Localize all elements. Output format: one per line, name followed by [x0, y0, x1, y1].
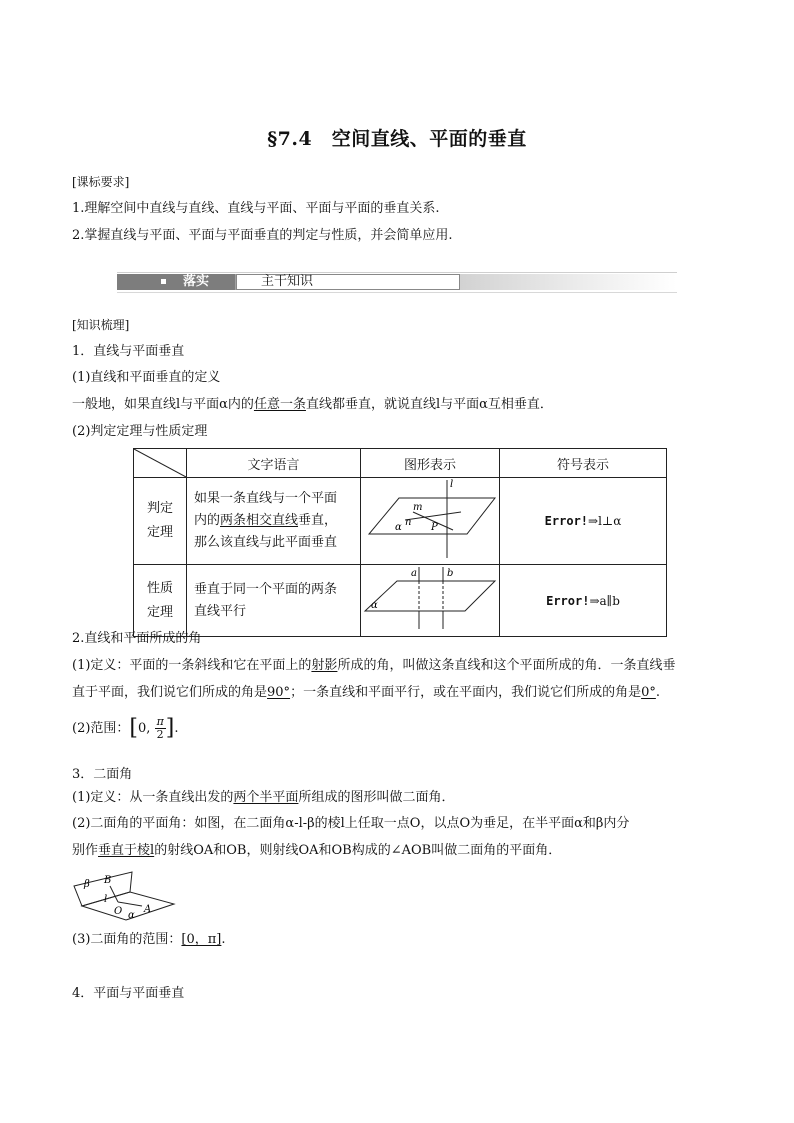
s2-definition-line2: 直于平面，我们说它们所成的角是90°；一条直线和平面平行，或在平面内，我们说它们所成的角是0°.: [72, 685, 660, 700]
s3-range: (3)二面角的范围：[0，π].: [72, 932, 226, 947]
svg-text:α: α: [371, 600, 378, 611]
row-figure: [361, 565, 500, 637]
svg-text:O: O: [114, 906, 123, 917]
line-perpendicular-plane-figure: [361, 478, 499, 560]
row-label: 性质 定理: [134, 565, 187, 637]
table-header: 文字语言: [187, 449, 361, 478]
s2-range: (2)范围：[0, $\frac{\pi}{2}$ ].: [72, 715, 179, 741]
diagonal-line-icon: [134, 449, 186, 477]
knowledge-heading: [知识梳理]: [72, 318, 130, 332]
requirements-heading: [课标要求]: [72, 175, 130, 189]
section-2-heading: 2.直线和平面所成的角: [72, 631, 202, 646]
svg-text:A: A: [144, 904, 152, 915]
requirement-item: 2.掌握直线与平面、平面与平面垂直的判定与性质，并会简单应用.: [72, 228, 453, 243]
svg-text:m: m: [413, 502, 423, 513]
svg-text:B: B: [104, 875, 112, 886]
row-symbol: Error!⇒l⊥α: [500, 478, 667, 565]
svg-text:n: n: [405, 517, 412, 528]
row-figure: [361, 478, 500, 565]
dihedral-angle-figure: [70, 868, 180, 924]
theorem-table: [133, 448, 667, 637]
svg-text:P: P: [431, 522, 438, 533]
table-row: [134, 565, 667, 637]
banner-light-tab: [236, 274, 460, 290]
section-4-heading: 4．平面与平面垂直: [72, 986, 185, 1001]
svg-text:l: l: [450, 479, 454, 490]
pi-over-two-fraction: $\frac{\pi}{2}$: [156, 715, 164, 741]
section-3-heading: 3．二面角: [72, 767, 133, 782]
table-header: 图形表示: [361, 449, 500, 478]
svg-text:a: a: [411, 568, 417, 579]
s3-plane-angle-line2: 别作垂直于棱l的射线OA和OB，则射线OA和OB构成的∠AOB叫做二面角的平面角．: [72, 843, 562, 858]
svg-text:α: α: [128, 910, 135, 921]
s2-definition-line1: (1)定义：平面的一条斜线和它在平面上的射影所成的角，叫做这条直线和这个平面所成的角．一条直线垂: [72, 658, 676, 673]
row-symbol: Error!⇒a∥b: [500, 565, 667, 637]
s3-definition: (1)定义：从一条直线出发的两个半平面所组成的图形叫做二面角．: [72, 790, 455, 805]
banner-dark-tab: [117, 274, 235, 290]
requirement-item: 1.理解空间中直线与直线、直线与平面、平面与平面的垂直关系.: [72, 201, 440, 216]
table-header: 符号表示: [500, 449, 667, 478]
table-header-row: [134, 449, 667, 478]
svg-text:b: b: [447, 568, 454, 579]
svg-text:β: β: [84, 879, 90, 890]
row-description: 如果一条直线与一个平面 内的两条相交直线垂直， 那么该直线与此平面垂直: [187, 478, 361, 565]
s1-theorem-heading: (2)判定定理与性质定理: [72, 424, 208, 439]
diagonal-header-cell: [134, 449, 187, 478]
square-bullet-icon: [161, 279, 166, 284]
s1-definition: 一般地，如果直线l与平面α内的任意一条直线都垂直，就说直线l与平面α互相垂直．: [72, 397, 553, 412]
page-title: §7.4 空间直线、平面的垂直: [267, 128, 527, 150]
s3-plane-angle-line1: (2)二面角的平面角：如图，在二面角α-l-β的棱l上任取一点O，以点O为垂足，在半平面α和β内分: [72, 816, 630, 831]
section-1-heading: 1．直线与平面垂直: [72, 344, 185, 359]
banner-left-label: 落实: [183, 274, 210, 289]
svg-text:l: l: [104, 894, 108, 905]
section-banner: [117, 272, 677, 294]
parallel-lines-figure: [361, 565, 499, 632]
row-label: 判定 定理: [134, 478, 187, 565]
row-description: 垂直于同一个平面的两条 直线平行: [187, 565, 361, 637]
svg-text:α: α: [395, 522, 402, 533]
banner-right-label: 主干知识: [261, 274, 314, 289]
s1-definition-heading: (1)直线和平面垂直的定义: [72, 370, 221, 385]
table-row: [134, 478, 667, 565]
